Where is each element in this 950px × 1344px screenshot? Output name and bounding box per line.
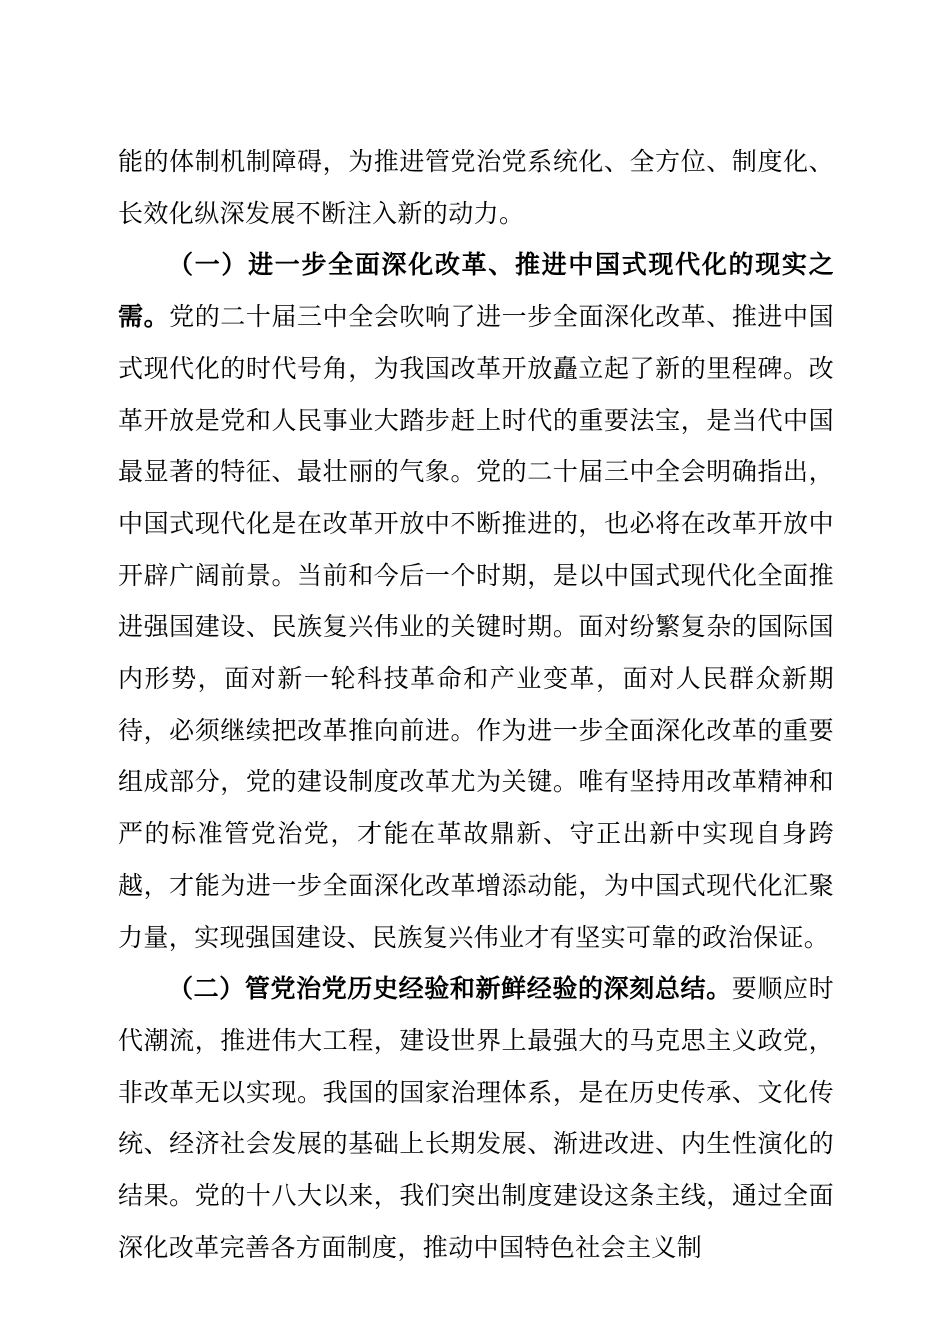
paragraph-body: 要顺应时代潮流，推进伟大工程，建设世界上最强大的马克思主义政党，非改革无以实现。我国的国家治理体系，是在历史传承、文化传统、经济社会发展的基础上长期发展、渐进改进、内生性演化的结果。党的十八大以来，我们突出制度建设这条主线，通过全面深化改革完善各方面制度，推动中国特色社会主义制 — [118, 974, 834, 1262]
paragraph-body: 党的二十届三中全会吹响了进一步全面深化改革、推进中国式现代化的时代号角，为我国改革开放矗立起了新的里程碑。改革开放是党和人民事业大踏步赶上时代的重要法宝，是当代中国最显著的特征、最壮丽的气象。党的二十届三中全会明确指出，中国式现代化是在改革开放中不断推进的，也必将在改革开放中开辟广阔前景。当前和今后一个时期，是以中国式现代化全面推进强国建设、民族复兴伟业的关键时期。面对纷繁复杂的国际国内形势，面对新一轮科技革命和产业变革，面对人民群众新期待，必须继续把改革推向前进。作为进一步全面深化改革的重要组成部分，党的建设制度改革尤为关键。唯有坚持用改革精神和严的标准管党治党，才能在革故鼎新、守正出新中实现自身跨越，才能为进一步全面深化改革增添动能，为中国式现代化汇聚力量，实现强国建设、民族复兴伟业才有坚实可靠的政治保证。 — [118, 302, 834, 952]
paragraph-section-1 — [118, 239, 834, 963]
paragraph-body: 能的体制机制障碍，为推进管党治党系统化、全方位、制度化、长效化纵深发展不断注入新的动力。 — [118, 147, 834, 228]
paragraph-continuation — [118, 136, 834, 239]
section-heading: （一）进一步全面深化改革、推进中国式现代化的现实之需。 — [118, 250, 834, 332]
document-body — [118, 136, 834, 1273]
paragraph-section-2 — [118, 963, 834, 1273]
section-heading: （二）管党治党历史经验和新鲜经验的深刻总结。 — [168, 974, 732, 1004]
